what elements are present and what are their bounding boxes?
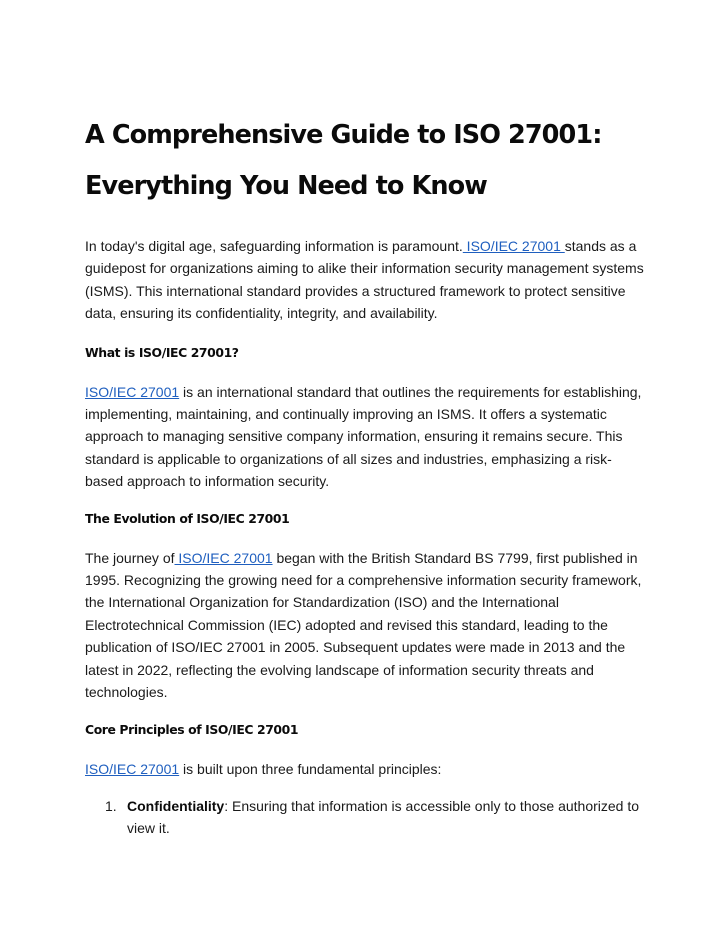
list-item-text: : Ensuring that information is accessible only to those authorized to view it. (127, 797, 640, 837)
evolution-paragraph (85, 547, 645, 704)
title-line-2: Everything You Need to Know (85, 171, 487, 201)
iso-27001-link-evolution[interactable]: ISO/IEC 27001 (174, 549, 273, 566)
section-heading-what-is: What is ISO/IEC 27001? (85, 344, 239, 360)
section-heading-core-principles: Core Principles of ISO/IEC 27001 (85, 721, 299, 737)
principles-list (85, 795, 645, 840)
title-line-1: A Comprehensive Guide to ISO 27001: (85, 120, 602, 150)
page-title (85, 110, 645, 212)
core-principles-paragraph (85, 758, 645, 780)
list-item (85, 795, 645, 840)
core-principles-text: is built upon three fundamental principles: (179, 760, 442, 777)
iso-27001-link-intro[interactable]: ISO/IEC 27001 (462, 238, 565, 254)
intro-paragraph (85, 235, 645, 325)
list-item-term: Confidentiality (127, 797, 225, 814)
iso-27001-link-what-is[interactable]: ISO/IEC 27001 (85, 383, 180, 400)
intro-text-after-link: stands as a guidepost for organizations aiming to alike their information security management systems (ISMS). This international standard provides a structured framework to protect sensitive data, ensuring its confidentiality, integrity, and availability. (85, 238, 644, 322)
iso-27001-link-core-principles[interactable]: ISO/IEC 27001 (85, 760, 180, 777)
evolution-text-after-link: began with the British Standard BS 7799, first published in 1995. Recognizing the growing need for a comprehensive information security framework, the International Organization for Standardization (ISO) and the International Electrotechnical Commission (IEC) adopted and revised this standard, leading to the publication of ISO/IEC 27001 in 2005. Subsequent updates were made in 2013 and the latest in 2022, reflecting the evolving landscape of information security threats and technologies. (85, 549, 642, 701)
list-item-number: 1. (105, 797, 117, 814)
document-page (85, 110, 645, 840)
section-heading-evolution: The Evolution of ISO/IEC 27001 (85, 510, 290, 526)
intro-text-before-link: In today's digital age, safeguarding information is paramount. (85, 238, 463, 254)
evolution-text-before-link: The journey of (85, 549, 175, 566)
what-is-text: is an international standard that outlines the requirements for establishing, implementing, maintaining, and continually improving an ISMS. It offers a systematic approach to managing sensitive company information, ensuring it remains secure. This standard is applicable to organizations of all sizes and industries, emphasizing a risk-based approach to information security. (85, 383, 642, 490)
what-is-paragraph (85, 381, 645, 493)
